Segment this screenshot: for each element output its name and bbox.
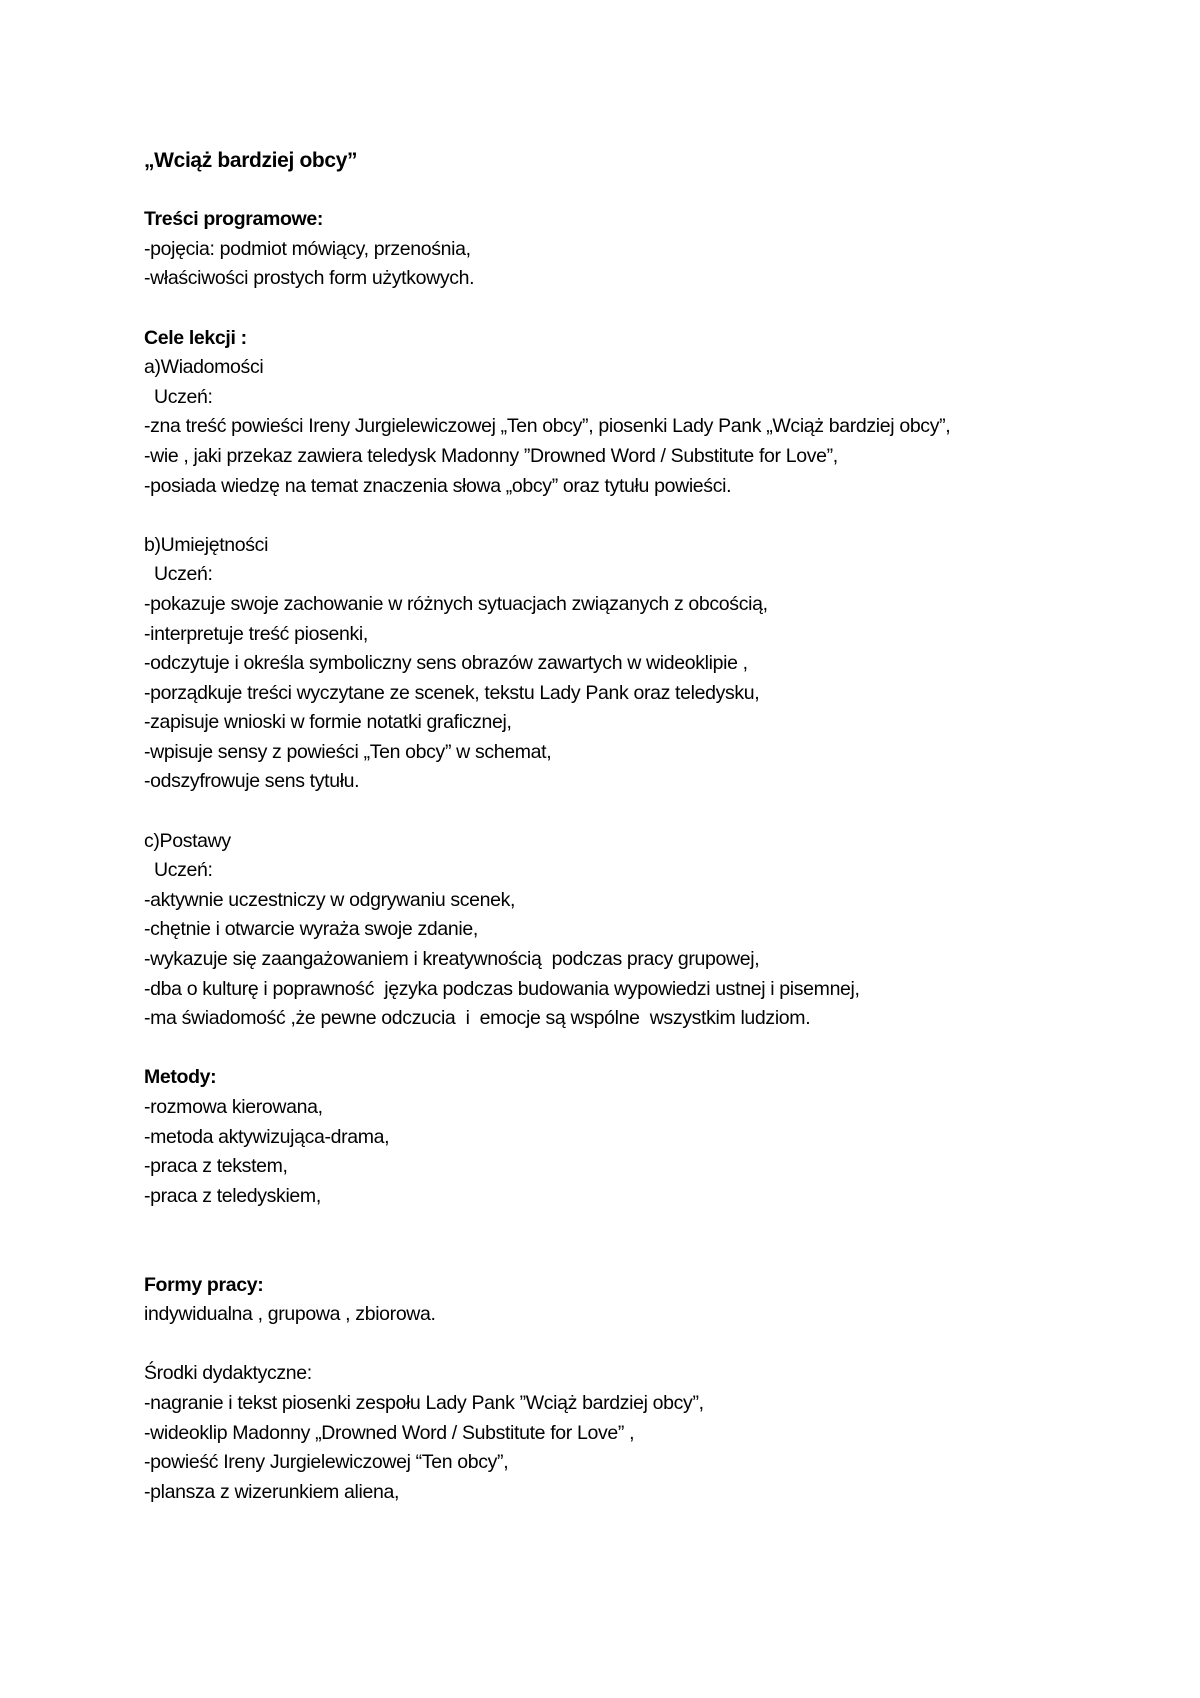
tresci-list [144, 235, 1064, 294]
section-heading-metody: Metody: [144, 1066, 217, 1089]
umiejetnosci-list [144, 590, 1064, 797]
list-item: -dba o kulturę i poprawność języka podczas budowania wypowiedzi ustnej i pisemnej, [144, 977, 860, 1000]
list-item: -wpisuje sensy z powieści „Ten obcy” w schemat, [144, 740, 552, 763]
postawy-list [144, 886, 1064, 1034]
list-item: -praca z tekstem, [144, 1155, 288, 1178]
list-item: -interpretuje treść piosenki, [144, 622, 368, 645]
list-item: -porządkuje treści wyczytane ze scenek, tekstu Lady Pank oraz teledysku, [144, 681, 760, 704]
srodki-list [144, 1389, 1064, 1507]
spacer [144, 501, 1064, 531]
uczen-label: Uczeń: [154, 385, 213, 408]
document-body [144, 146, 1064, 1507]
list-item: -praca z teledyskiem, [144, 1184, 321, 1207]
section-heading-tresci: Treści programowe: [144, 208, 324, 231]
list-item: -metoda aktywizująca-drama, [144, 1125, 390, 1148]
list-item: -nagranie i tekst piosenki zespołu Lady Pank ”Wciąż bardziej obcy”, [144, 1391, 704, 1414]
list-item: -pojęcia: podmiot mówiący, przenośnia, [144, 237, 471, 260]
list-item: -zna treść powieści Ireny Jurgielewiczowej „Ten obcy”, piosenki Lady Pank „Wciąż bardziej obcy”, [144, 415, 951, 438]
list-item: -chętnie i otwarcie wyraża swoje zdanie, [144, 918, 478, 941]
list-item: -posiada wiedzę na temat znaczenia słowa „obcy” oraz tytułu powieści. [144, 474, 732, 497]
list-item: -pokazuje swoje zachowanie w różnych sytuacjach związanych z obcością, [144, 592, 768, 615]
uczen-label: Uczeń: [154, 563, 213, 586]
spacer [144, 294, 1064, 324]
section-heading-cele: Cele lekcji : [144, 326, 247, 349]
spacer [144, 1034, 1064, 1064]
list-item: -odszyfrowuje sens tytułu. [144, 770, 360, 793]
section-heading-formy: Formy pracy: [144, 1273, 264, 1296]
list-item: -wideoklip Madonny „Drowned Word / Substitute for Love” , [144, 1421, 635, 1444]
spacer [144, 1330, 1064, 1360]
formy-text: indywidualna , grupowa , zbiorowa. [144, 1303, 436, 1326]
uczen-label: Uczeń: [154, 859, 213, 882]
list-item: -odczytuje i określa symboliczny sens obrazów zawartych w wideoklipie , [144, 652, 748, 675]
document-title: „Wciąż bardziej obcy” [144, 149, 358, 172]
list-item: -powieść Ireny Jurgielewiczowej “Ten obcy”, [144, 1451, 509, 1474]
list-item: -wykazuje się zaangażowaniem i kreatywnością podczas pracy grupowej, [144, 948, 760, 971]
list-item: -plansza z wizerunkiem aliena, [144, 1480, 400, 1503]
spacer [144, 176, 1064, 206]
subsection-label-postawy: c)Postawy [144, 829, 231, 852]
list-item: -właściwości prostych form użytkowych. [144, 267, 475, 290]
list-item: -rozmowa kierowana, [144, 1096, 323, 1118]
metody-list [144, 1093, 1064, 1211]
list-item: -ma świadomość ,że pewne odczucia i emocje są wspólne wszystkim ludziom. [144, 1007, 811, 1030]
spacer [144, 797, 1064, 827]
spacer [144, 1211, 1064, 1270]
subsection-label-umiejetnosci: b)Umiejętności [144, 533, 269, 556]
list-item: -zapisuje wnioski w formie notatki graficznej, [144, 711, 512, 734]
list-item: -aktywnie uczestniczy w odgrywaniu scenek, [144, 888, 516, 911]
section-heading-srodki: Środki dydaktyczne: [144, 1362, 312, 1385]
list-item: -wie , jaki przekaz zawiera teledysk Madonny ”Drowned Word / Substitute for Love”, [144, 444, 838, 467]
subsection-label-wiadomosci: a)Wiadomości [144, 356, 264, 379]
wiadomosci-list [144, 412, 1064, 501]
